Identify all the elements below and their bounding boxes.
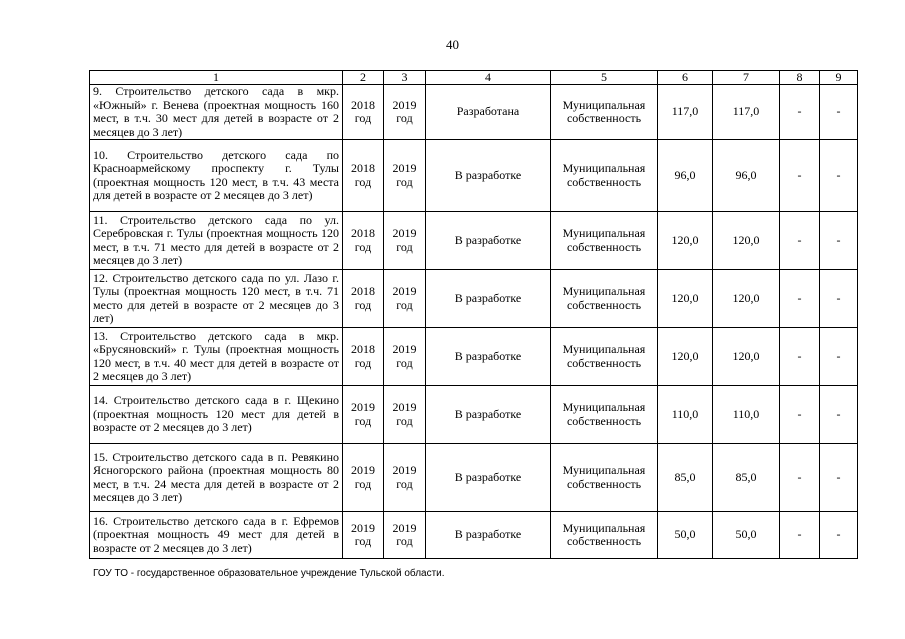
value-col6: 120,0 [658, 212, 713, 270]
table-row [90, 328, 858, 386]
ownership-type: Муниципальная собственность [551, 444, 658, 512]
value-col8: - [780, 140, 820, 212]
end-year: 2019 год [384, 512, 426, 559]
value-col6: 50,0 [658, 512, 713, 559]
object-description: 14. Строительство детского сада в г. Щекино (проектная мощность 120 мест для детей в возрасте от 2 месяцев до 3 лет) [90, 386, 343, 444]
column-header: 1 [90, 71, 343, 85]
value-col8: - [780, 212, 820, 270]
column-header: 2 [343, 71, 384, 85]
value-col8: - [780, 85, 820, 140]
value-col7: 120,0 [713, 328, 780, 386]
end-year: 2019 год [384, 386, 426, 444]
documentation-status: В разработке [426, 270, 551, 328]
ownership-type: Муниципальная собственность [551, 386, 658, 444]
end-year: 2019 год [384, 140, 426, 212]
object-description: 15. Строительство детского сада в п. Ревякино Ясногорского района (проектная мощность 80 мест, в т.ч. 24 места для детей в возрасте от 2 месяцев до 3 лет) [90, 444, 343, 512]
construction-table [89, 70, 858, 559]
value-col9: - [820, 444, 858, 512]
value-col6: 85,0 [658, 444, 713, 512]
column-header: 9 [820, 71, 858, 85]
value-col9: - [820, 212, 858, 270]
end-year: 2019 год [384, 328, 426, 386]
value-col6: 96,0 [658, 140, 713, 212]
ownership-type: Муниципальная собственность [551, 212, 658, 270]
ownership-type: Муниципальная собственность [551, 512, 658, 559]
column-header: 4 [426, 71, 551, 85]
table-row [90, 85, 858, 140]
value-col9: - [820, 85, 858, 140]
value-col8: - [780, 444, 820, 512]
documentation-status: В разработке [426, 328, 551, 386]
ownership-type: Муниципальная собственность [551, 270, 658, 328]
value-col6: 120,0 [658, 328, 713, 386]
value-col7: 50,0 [713, 512, 780, 559]
start-year: 2019 год [343, 444, 384, 512]
table-row [90, 212, 858, 270]
object-description: 10. Строительство детского сада по Красноармейскому проспекту г. Тулы (проектная мощность 120 мест, в т.ч. 43 места для детей в возрасте от 2 месяцев до 3 лет) [90, 140, 343, 212]
documentation-status: Разработана [426, 85, 551, 140]
start-year: 2018 год [343, 140, 384, 212]
start-year: 2018 год [343, 270, 384, 328]
object-description: 16. Строительство детского сада в г. Ефремов (проектная мощность 49 мест для детей в возрасте от 2 месяцев до 3 лет) [90, 512, 343, 559]
ownership-type: Муниципальная собственность [551, 85, 658, 140]
value-col8: - [780, 512, 820, 559]
value-col9: - [820, 270, 858, 328]
column-header: 6 [658, 71, 713, 85]
value-col7: 96,0 [713, 140, 780, 212]
table-row [90, 270, 858, 328]
value-col6: 110,0 [658, 386, 713, 444]
documentation-status: В разработке [426, 386, 551, 444]
start-year: 2019 год [343, 386, 384, 444]
table-row [90, 140, 858, 212]
table-row [90, 386, 858, 444]
documentation-status: В разработке [426, 212, 551, 270]
value-col9: - [820, 140, 858, 212]
column-header: 7 [713, 71, 780, 85]
table-header-row [90, 71, 858, 85]
end-year: 2019 год [384, 270, 426, 328]
start-year: 2019 год [343, 512, 384, 559]
value-col8: - [780, 386, 820, 444]
ownership-type: Муниципальная собственность [551, 140, 658, 212]
ownership-type: Муниципальная собственность [551, 328, 658, 386]
table-row [90, 444, 858, 512]
start-year: 2018 год [343, 328, 384, 386]
end-year: 2019 год [384, 444, 426, 512]
column-header: 5 [551, 71, 658, 85]
documentation-status: В разработке [426, 512, 551, 559]
column-header: 3 [384, 71, 426, 85]
column-header: 8 [780, 71, 820, 85]
documentation-status: В разработке [426, 444, 551, 512]
object-description: 11. Строительство детского сада по ул. Серебровская г. Тулы (проектная мощность 120 мест, в т.ч. 71 место для детей в возрасте от 2 месяцев до 3 лет) [90, 212, 343, 270]
value-col8: - [780, 270, 820, 328]
value-col9: - [820, 328, 858, 386]
value-col7: 120,0 [713, 270, 780, 328]
value-col7: 110,0 [713, 386, 780, 444]
value-col7: 117,0 [713, 85, 780, 140]
start-year: 2018 год [343, 85, 384, 140]
object-description: 12. Строительство детского сада по ул. Лазо г. Тулы (проектная мощность 120 мест, в т.ч. 71 место для детей в возрасте от 2 месяцев до 3 лет) [90, 270, 343, 328]
value-col8: - [780, 328, 820, 386]
value-col9: - [820, 386, 858, 444]
end-year: 2019 год [384, 85, 426, 140]
value-col7: 85,0 [713, 444, 780, 512]
footnote: ГОУ ТО - государственное образовательное учреждение Тульской области. [93, 568, 445, 579]
start-year: 2018 год [343, 212, 384, 270]
object-description: 9. Строительство детского сада в мкр. «Южный» г. Венева (проектная мощность 160 мест, в т.ч. 30 мест для детей в возрасте от 2 месяцев до 3 лет) [90, 85, 343, 140]
value-col7: 120,0 [713, 212, 780, 270]
table-row [90, 512, 858, 559]
page-number: 40 [446, 37, 459, 52]
value-col6: 120,0 [658, 270, 713, 328]
object-description: 13. Строительство детского сада в мкр. «Брусяновский» г. Тулы (проектная мощность 120 мест, в т.ч. 40 мест для детей в возрасте от 2 месяцев до 3 лет) [90, 328, 343, 386]
value-col9: - [820, 512, 858, 559]
value-col6: 117,0 [658, 85, 713, 140]
documentation-status: В разработке [426, 140, 551, 212]
end-year: 2019 год [384, 212, 426, 270]
